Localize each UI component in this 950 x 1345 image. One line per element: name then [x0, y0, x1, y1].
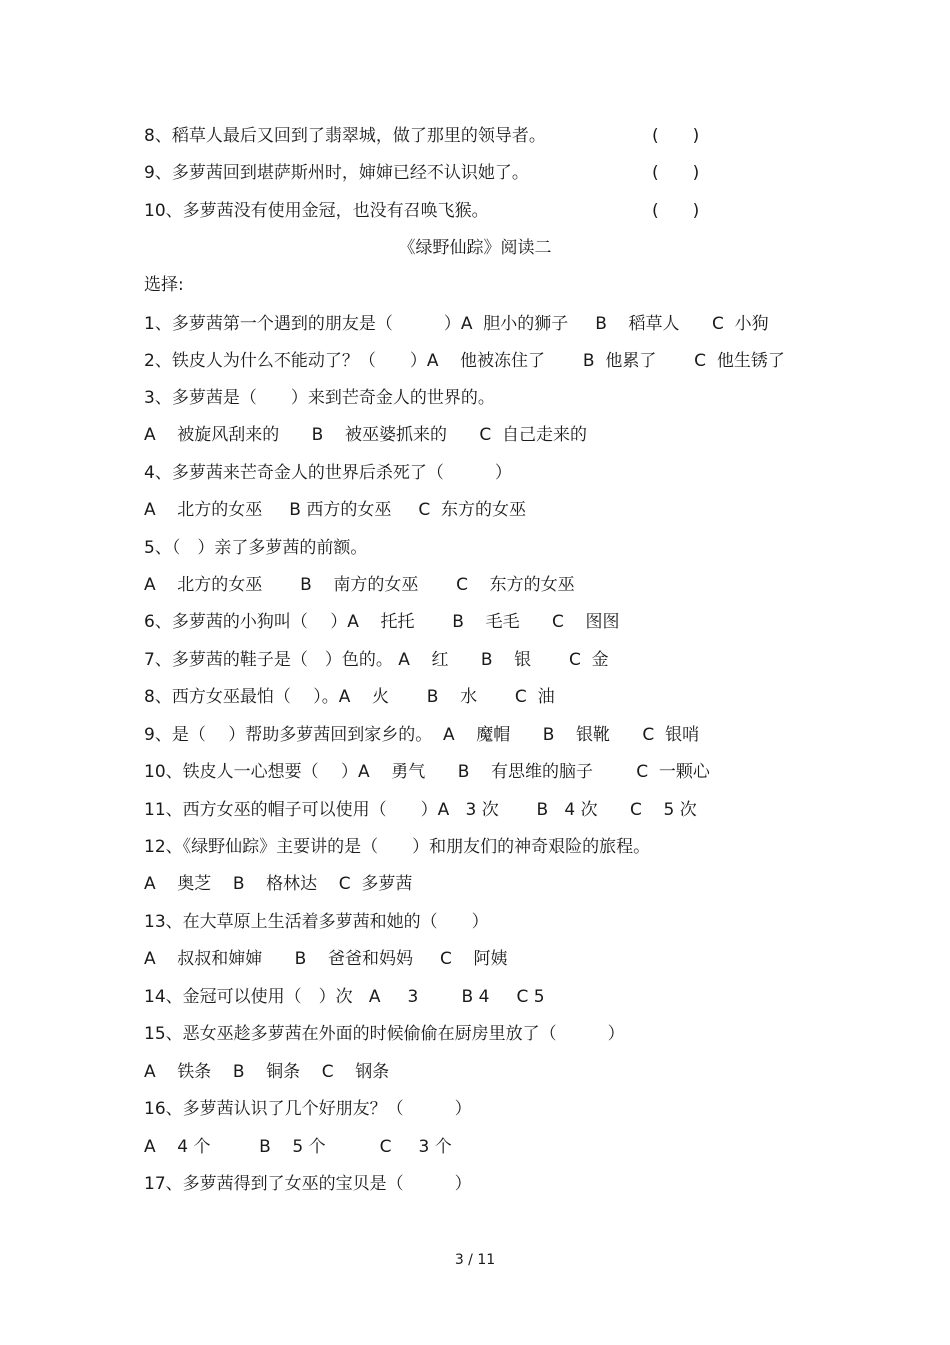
option-line: A 叔叔和婶婶 B 爸爸和妈妈 C 阿姨 — [144, 949, 508, 969]
option-line: A 4 个 B 5 个 C 3 个 — [144, 1137, 452, 1157]
page-number: 3 / 11 — [454, 1252, 496, 1268]
section-label: 选择: — [144, 275, 184, 295]
question-line: 16、多萝茜认识了几个好朋友？（ ） — [144, 1099, 472, 1119]
tf-answer-9: ( ) — [652, 163, 700, 183]
option-line: A 奥芝 B 格林达 C 多萝茜 — [144, 874, 413, 894]
question-line: 8、西方女巫最怕（ ）。A 火 B 水 C 油 — [144, 687, 555, 707]
tf-answer-10: ( ) — [652, 201, 700, 221]
question-line: 14、金冠可以使用（ ）次 A 3 B 4 C 5 — [144, 987, 545, 1007]
section-title: 《绿野仙踪》阅读二 — [398, 238, 552, 258]
question-line: 9、是（ ）帮助多萝茜回到家乡的。 A 魔帽 B 银靴 C 银哨 — [144, 725, 700, 745]
question-line: 12、《绿野仙踪》主要讲的是（ ）和朋友们的神奇艰险的旅程。 — [144, 837, 651, 857]
option-line: A 北方的女巫 B 西方的女巫 C 东方的女巫 — [144, 500, 527, 520]
question-line: 5、（ ）亲了多萝茜的前额。 — [144, 538, 368, 558]
option-line: A 北方的女巫 B 南方的女巫 C 东方的女巫 — [144, 575, 575, 595]
question-line: 11、西方女巫的帽子可以使用（ ）A 3 次 B 4 次 C 5 次 — [144, 800, 697, 820]
question-line: 2、铁皮人为什么不能动了？（ ）A 他被冻住了 B 他累了 C 他生锈了 — [144, 351, 785, 371]
tf-question-10: 10、多萝茜没有使用金冠，也没有召唤飞猴。 — [144, 201, 489, 221]
question-line: 6、多萝茜的小狗叫（ ）A 托托 B 毛毛 C 图图 — [144, 612, 620, 632]
question-line: 10、铁皮人一心想要（ ）A 勇气 B 有思维的脑子 C 一颗心 — [144, 762, 710, 782]
question-line: 13、在大草原上生活着多萝茜和她的（ ） — [144, 912, 489, 932]
question-line: 4、多萝茜来芒奇金人的世界后杀死了（ ） — [144, 463, 512, 483]
tf-question-9: 9、多萝茜回到堪萨斯州时，婶婶已经不认识她了。 — [144, 163, 529, 183]
tf-question-8: 8、稻草人最后又回到了翡翠城，做了那里的领导者。 — [144, 126, 546, 146]
tf-answer-8: ( ) — [652, 126, 700, 146]
question-line: 17、多萝茜得到了女巫的宝贝是（ ） — [144, 1174, 472, 1194]
option-line: A 铁条 B 铜条 C 钢条 — [144, 1062, 390, 1082]
question-line: 15、恶女巫趁多萝茜在外面的时候偷偷在厨房里放了（ ） — [144, 1024, 625, 1044]
question-line: 7、多萝茜的鞋子是（ ）色的。 A 红 B 银 C 金 — [144, 650, 609, 670]
question-line: 3、多萝茜是（ ）来到芒奇金人的世界的。 — [144, 388, 495, 408]
option-line: A 被旋风刮来的 B 被巫婆抓来的 C 自己走来的 — [144, 425, 588, 445]
question-line: 1、多萝茜第一个遇到的朋友是（ ）A 胆小的狮子 B 稻草人 C 小狗 — [144, 314, 769, 334]
